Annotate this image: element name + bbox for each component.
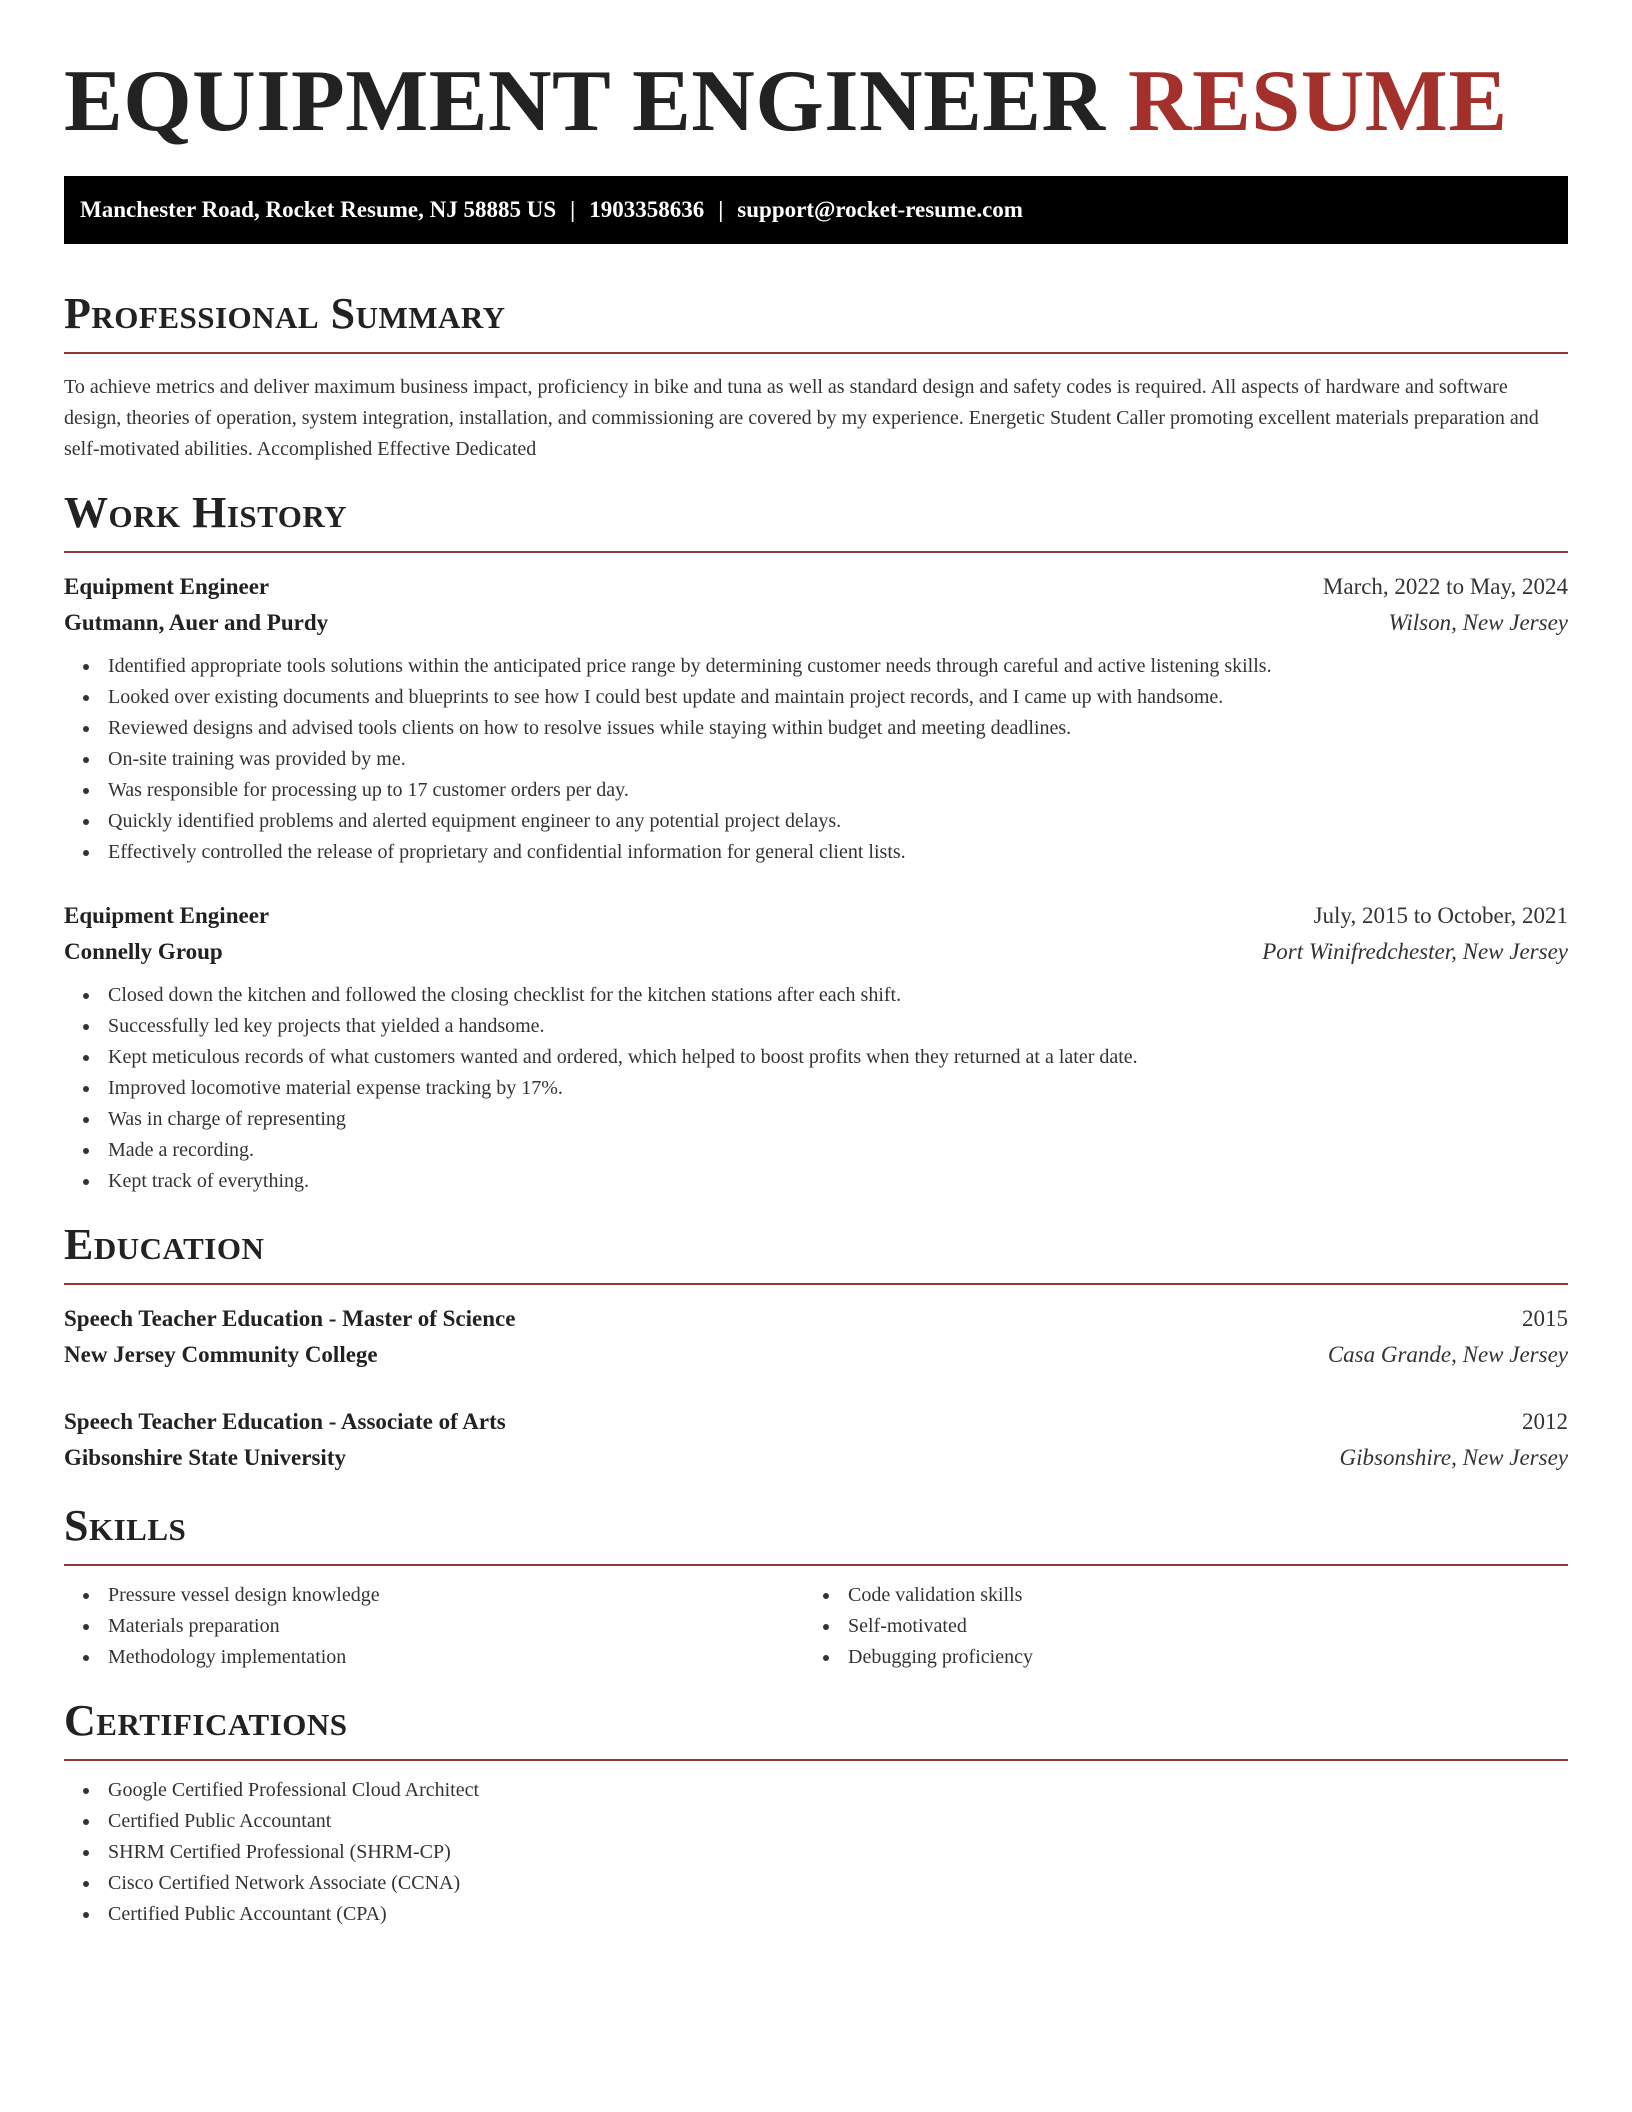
contact-address: Manchester Road, Rocket Resume, NJ 58885 US [80,197,557,222]
skill-item: Materials preparation [64,1611,804,1642]
education-location: Gibsonshire, New Jersey [1339,1445,1568,1470]
job-dates: March, 2022 to May, 2024 [1322,574,1568,599]
certification-item: Cisco Certified Network Associate (CCNA) [64,1868,1568,1899]
contact-email: support@rocket-resume.com [737,197,1023,222]
job-duty: Kept meticulous records of what customers wanted and ordered, which helped to boost profits when they returned at a later date. [64,1042,1568,1073]
resume-page [64,0,1568,1930]
certification-item: SHRM Certified Professional (SHRM-CP) [64,1837,1568,1868]
section-divider [64,1564,1568,1566]
job-header-row [64,569,1568,605]
job-duty: On-site training was provided by me. [64,744,1568,775]
job-duty: Reviewed designs and advised tools clients on how to resolve issues while staying within budget and meeting deadlines. [64,713,1568,744]
title-accent: RESUME [1128,53,1508,150]
summary-text: To achieve metrics and deliver maximum business impact, proficiency in bike and tuna as well as standard design and safety codes is required. All aspects of hardware and software design, theories of operation, system integration, installation, and commissioning are covered by my experience. Energetic Student Caller promoting excellent materials preparation and self-motivated abilities. Accomplished Effective Dedicated [64,376,1539,460]
certification-item: Certified Public Accountant (CPA) [64,1899,1568,1930]
job-duty: Made a recording. [64,1135,1568,1166]
job-location: Port Winifredchester, New Jersey [1262,939,1568,964]
job-duty: Was in charge of representing [64,1104,1568,1135]
job-duty: Closed down the kitchen and followed the closing checklist for the kitchen stations after each shift. [64,980,1568,1011]
work-history-heading: Work History [64,488,348,537]
job-entry [64,569,1568,868]
education-year: 2015 [1522,1306,1568,1331]
skills-grid [64,1580,1568,1673]
education-degree: Speech Teacher Education - Master of Science [64,1306,516,1331]
job-title: Equipment Engineer [64,574,270,599]
job-duty: Successfully led key projects that yielded a handsome. [64,1011,1568,1042]
education-degree-row [64,1404,1568,1440]
job-company: Gutmann, Auer and Purdy [64,610,329,635]
skills-section [64,1500,1568,1673]
certification-item: Certified Public Accountant [64,1806,1568,1837]
skill-item: Methodology implementation [64,1642,804,1673]
job-duties-list [64,980,1568,1197]
education-school-row [64,1337,1568,1373]
education-school: Gibsonshire State University [64,1445,346,1470]
education-heading: Education [64,1220,265,1269]
job-entry [64,898,1568,1197]
skill-item: Pressure vessel design knowledge [64,1580,804,1611]
contact-separator: | [570,197,576,222]
job-company-row [64,934,1568,970]
certification-item: Google Certified Professional Cloud Architect [64,1775,1568,1806]
job-duty: Kept track of everything. [64,1166,1568,1197]
education-degree-row [64,1301,1568,1337]
contact-phone: 1903358636 [589,197,705,222]
job-company-row [64,605,1568,641]
education-year: 2012 [1522,1409,1568,1434]
education-section [64,1219,1568,1476]
education-entry [64,1404,1568,1476]
contact-bar [64,176,1568,244]
job-duty: Looked over existing documents and blueprints to see how I could best update and maintain project records, and I came up with handsome. [64,682,1568,713]
job-location: Wilson, New Jersey [1388,610,1568,635]
resume-title [64,0,1568,152]
certifications-list [64,1775,1568,1930]
education-school-row [64,1440,1568,1476]
skills-list-right [804,1580,1544,1673]
skills-heading: Skills [64,1501,187,1550]
job-duty: Quickly identified problems and alerted equipment engineer to any potential project delays. [64,806,1568,837]
section-divider [64,352,1568,354]
summary-heading: Professional Summary [64,289,506,338]
education-location: Casa Grande, New Jersey [1327,1342,1568,1367]
job-duty: Identified appropriate tools solutions within the anticipated price range by determining customer needs through careful and active listening skills. [64,651,1568,682]
job-header-row [64,898,1568,934]
title-main: EQUIPMENT ENGINEER [64,53,1106,150]
job-dates: July, 2015 to October, 2021 [1313,903,1568,928]
job-duties-list [64,651,1568,868]
contact-separator: | [718,197,724,222]
job-duty: Effectively controlled the release of proprietary and confidential information for general client lists. [64,837,1568,868]
skill-item: Debugging proficiency [804,1642,1544,1673]
skills-list-left [64,1580,804,1673]
work-history-section [64,487,1568,1197]
summary-section [64,288,1568,465]
job-duty: Improved locomotive material expense tracking by 17%. [64,1073,1568,1104]
job-company: Connelly Group [64,939,223,964]
education-degree: Speech Teacher Education - Associate of Arts [64,1409,506,1434]
skill-item: Self-motivated [804,1611,1544,1642]
education-school: New Jersey Community College [64,1342,378,1367]
section-divider [64,1759,1568,1761]
certifications-section [64,1695,1568,1930]
skill-item: Code validation skills [804,1580,1544,1611]
job-duty: Was responsible for processing up to 17 customer orders per day. [64,775,1568,806]
education-entry [64,1301,1568,1373]
section-divider [64,551,1568,553]
certifications-heading: Certifications [64,1696,348,1745]
job-title: Equipment Engineer [64,903,270,928]
section-divider [64,1283,1568,1285]
